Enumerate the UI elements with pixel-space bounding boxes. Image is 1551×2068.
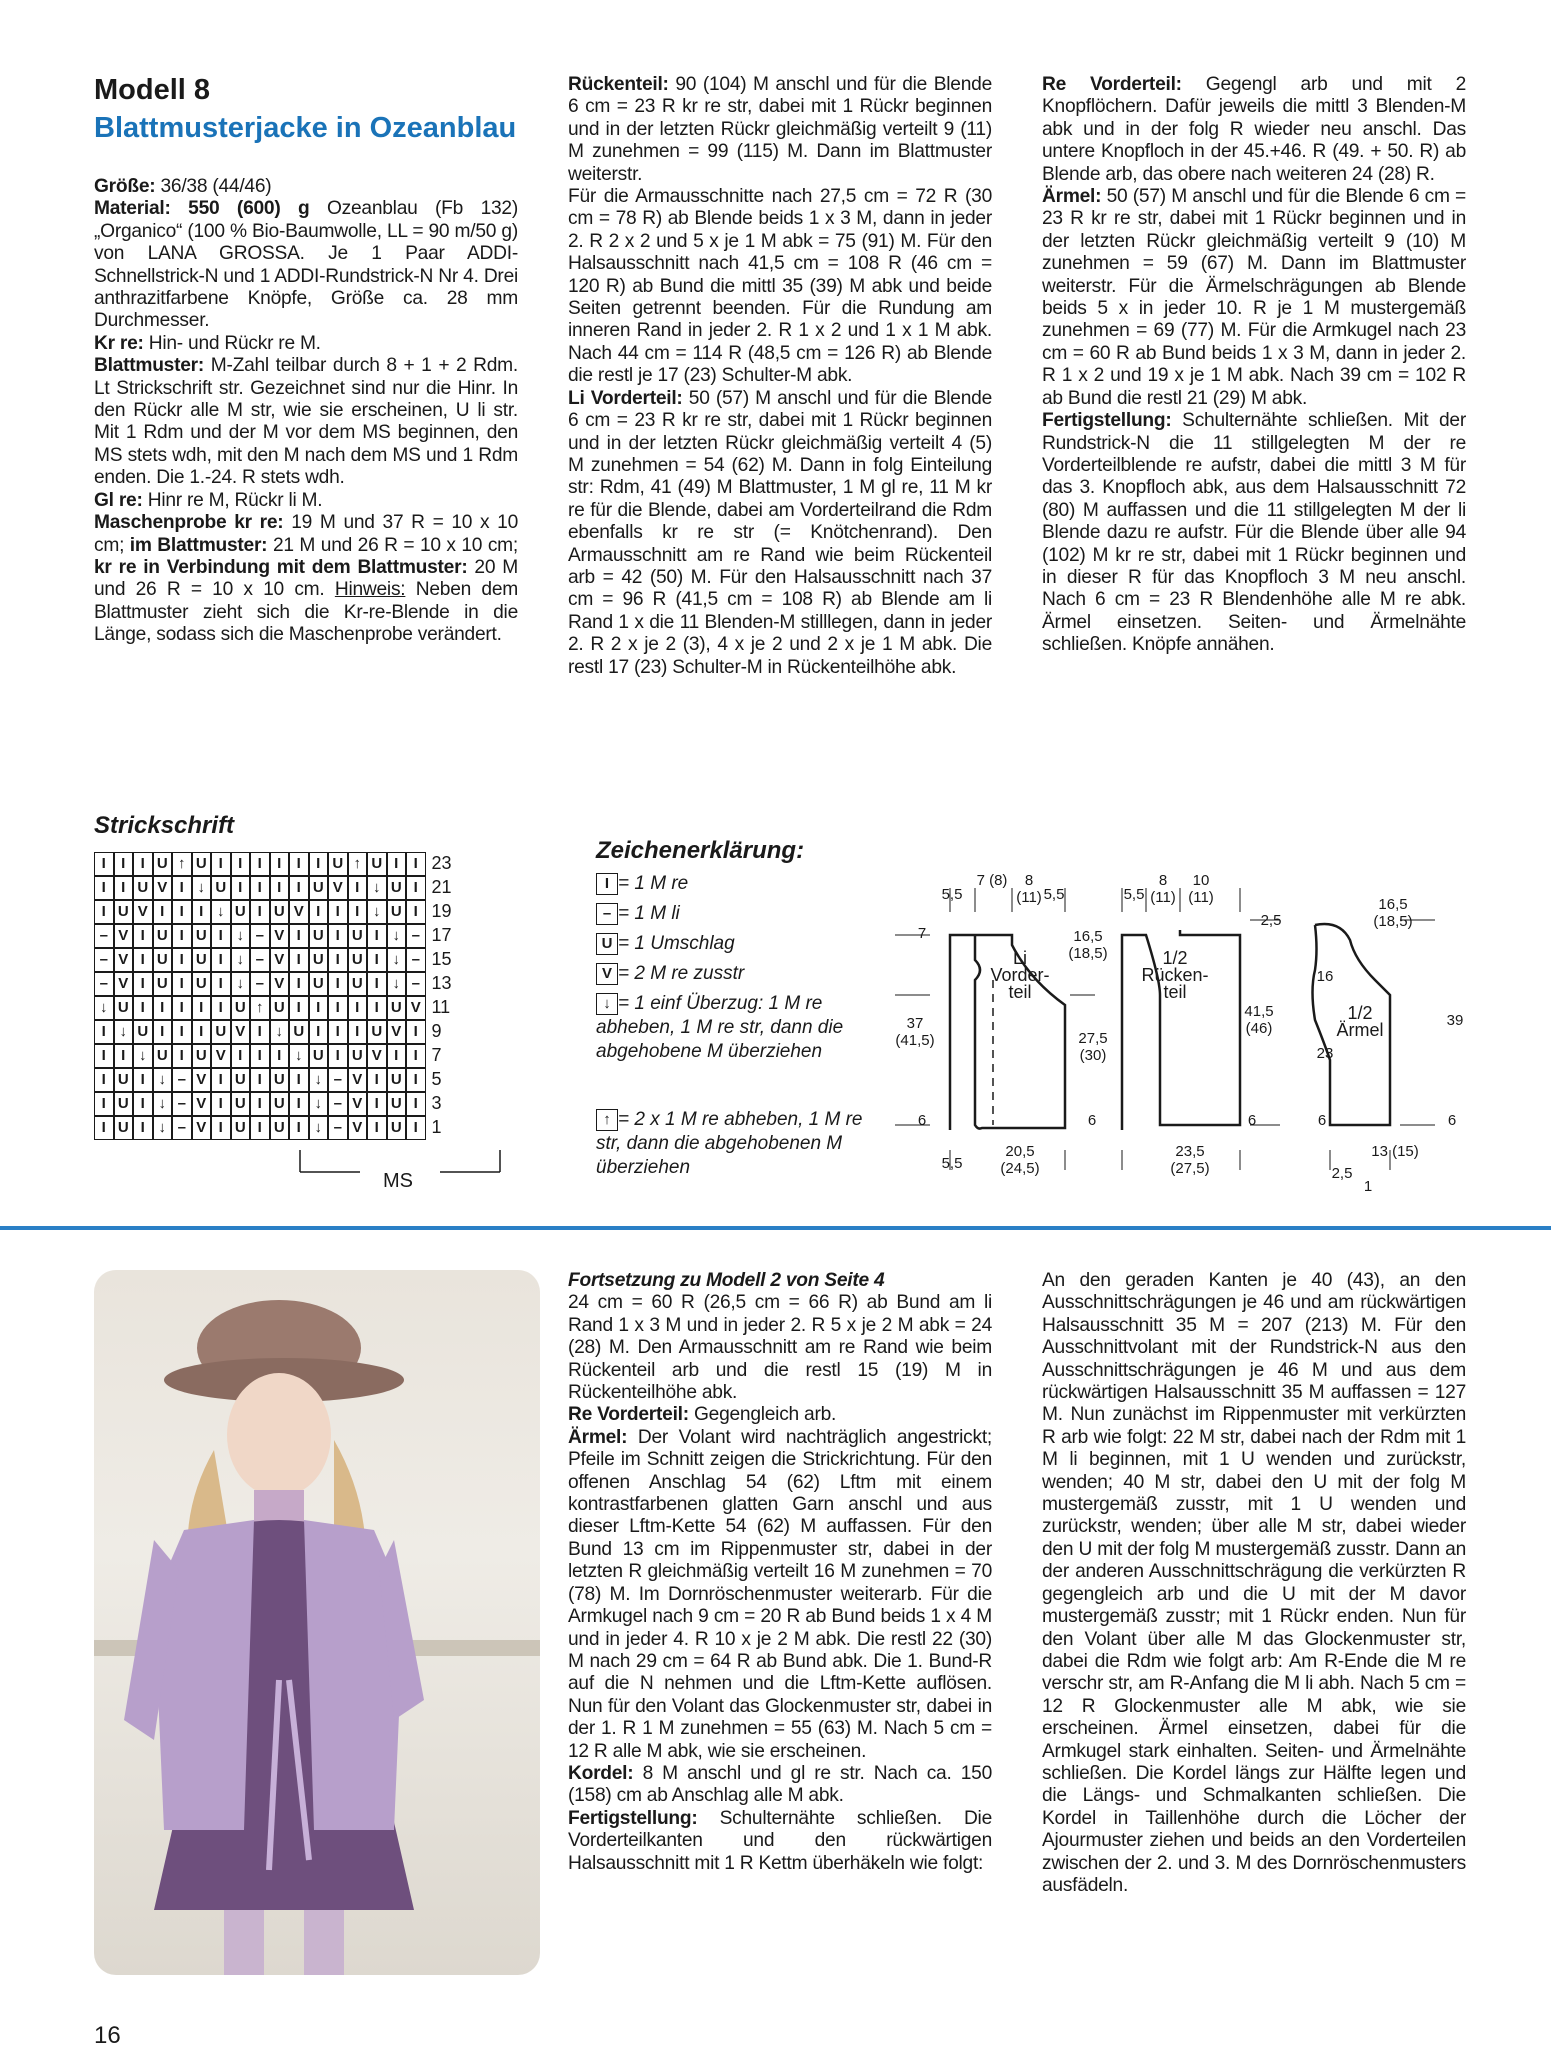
chart-cell: U [328, 852, 348, 876]
chart-cell: U [231, 900, 251, 924]
chart-cell: I [94, 1020, 114, 1044]
chart-cell: U [348, 1044, 368, 1068]
chart-cell: I [406, 1116, 426, 1140]
chart-cell: V [367, 1044, 387, 1068]
chart-row-number: 7 [431, 1045, 442, 1065]
chart-cell: – [172, 1092, 192, 1116]
schematic-measure-label: 6 [1087, 1112, 1097, 1129]
chart-cell: U [348, 924, 368, 948]
chart-cell: I [406, 1044, 426, 1068]
chart-cell: I [250, 1044, 270, 1068]
chart-cell: U [133, 1020, 153, 1044]
chart-cell: ↑ [250, 996, 270, 1020]
chart-cell: I [133, 1116, 153, 1140]
chart-cell: ↓ [192, 876, 212, 900]
chart-cell: I [289, 852, 309, 876]
chart-cell: ↓ [367, 900, 387, 924]
schematic-measure-label: 16,5 (18,5) [1068, 928, 1108, 962]
chart-cell: I [406, 1020, 426, 1044]
section-divider [0, 1226, 1551, 1230]
right-column: Re Vorderteil: Gegengl arb und mit 2 Knopflöchern. Dafür jeweils die mittl 3 Blenden-M abk und in der folg R wieder neu anschl. Das untere Knopfloch in der 45.+46. R (49. + 50. R) ab Blende arb, das obere nach weiteren 24 (28) R. Ärmel: 50 (57) M anschl und für die Blende 6 cm = 23 R kr re str, dabei mit 1 Rückr beginnen und in der letzten Rückr gleichmäßig verteilt 9 (10) M zunehmen = 59 (67) M. Dann im Blattmuster weiterstr. Für die Ärmelschrägungen ab Blende beids 5 x in jeder 10. R je 1 M mustergemäß zunehmen = 69 (77) M. Für die Armkugel nach 23 cm = 60 R ab Bund beids 1 x 3 M, dann in jeder 2. R 1 x 2 und 19 x je 1 M abk. Nach 39 cm = 102 R ab Bund die restl 21 (29) M abk. Fertigstellung: Schulternähte schließen. Mit der Rundstrick-N die 11 stillgelegten M der re Vorderteilblende re aufstr, dabei die mittl 3 M für das 3. Knopfloch abk, aus dem Halsausschnitt 72 (80) M auffassen und die 11 stillgelegten M der li Blende dazu re aufstr. Für die Blende über alle 94 (102) M kr re str, dabei mit 1 Rückr beginnen und in dieser R für das Knopfloch 3 M neu anschl. Nach 6 cm = 23 R Blendenhöhe alle M re abk. Ärmel einsetzen. Seiten- und Ärmelnähte schließen. Knöpfe annähen. [1042, 74, 1466, 656]
chart-cell: I [289, 876, 309, 900]
chart-cell: U [192, 972, 212, 996]
legend-symbol: I [596, 873, 618, 895]
chart-cell: I [406, 1068, 426, 1092]
schematic-measure-label: 5,5 [941, 1155, 963, 1172]
chart-cell: I [172, 948, 192, 972]
schematic-measure-label: 16 [1316, 968, 1334, 985]
chart-cell: U [270, 1092, 290, 1116]
chart-cell: I [309, 996, 329, 1020]
schematic-rueckenteil: 1/2 Rücken-teil [1141, 948, 1209, 1002]
schematic-measure-label: 23 [1316, 1045, 1334, 1062]
chart-cell: U [270, 1068, 290, 1092]
chart-cell: ↓ [309, 1068, 329, 1092]
page-number: 16 [94, 2022, 121, 2049]
chart-cell: I [328, 1020, 348, 1044]
chart-cell: I [133, 1092, 153, 1116]
chart-cell: U [309, 924, 329, 948]
chart-cell: I [231, 876, 251, 900]
chart-cell: I [328, 948, 348, 972]
chart-cell: ↓ [153, 1068, 173, 1092]
chart-cell: I [211, 948, 231, 972]
chart-cell: I [133, 852, 153, 876]
chart-cell: ↓ [231, 972, 251, 996]
chart-cell: I [172, 924, 192, 948]
chart-cell: V [192, 1092, 212, 1116]
chart-cell: I [211, 996, 231, 1020]
chart-cell: U [114, 1116, 134, 1140]
schematic-measure-label: 1 [1363, 1178, 1373, 1195]
schematic-measure-label: 20,5 (24,5) [1000, 1143, 1040, 1177]
chart-cell: – [94, 972, 114, 996]
legend-symbol: – [596, 903, 618, 925]
chart-cell: V [192, 1068, 212, 1092]
left-column: Größe: 36/38 (44/46) Material: 550 (600) g Ozeanblau (Fb 132) „Organico“ (100 % Bio-Baumwolle, LL = 90 m/50 g) von LANA GROSSA. Je 1 Paar ADDI-Schnellstrick-N und 1 ADDI-Rundstrick-N Nr 4. Drei anthrazitfarbene Knöpfe, Größe ca. 28 mm Durchmesser. Kr re: Hin- und Rückr re M. Blattmuster: M-Zahl teilbar durch 8 + 1 + 2 Rdm. Lt Strickschrift str. Gezeichnet sind nur die Hinr. In den Rückr alle M str, wie sie erscheinen, U li str. Mit 1 Rdm und der M vor dem MS beginnen, den MS stets wdh, mit den M nach dem MS und 1 Rdm enden. Die 1.-24. R stets wdh. Gl re: Hinr re M, Rückr li M. Maschenprobe kr re: 19 M und 37 R = 10 x 10 cm; im Blattmuster: 21 M und 26 R = 10 x 10 cm; kr re in Verbindung mit dem Blattmuster: 20 M und 26 R = 10 x 10 cm. Hinweis: Neben dem Blattmuster zieht sich die Kr-re-Blende in die Länge, sodass sich die Maschenprobe verändert. [94, 176, 518, 646]
chart-cell: I [211, 1092, 231, 1116]
chart-cell: ↑ [172, 852, 192, 876]
chart-cell: I [114, 852, 134, 876]
chart-cell: I [153, 996, 173, 1020]
chart-cell: I [348, 876, 368, 900]
chart-cell: V [348, 1116, 368, 1140]
legend-text: = 1 M re [618, 873, 689, 894]
chart-row-number: 19 [431, 901, 452, 921]
chart-cell: ↓ [309, 1092, 329, 1116]
chart-cell: V [114, 972, 134, 996]
chart-cell: I [289, 1116, 309, 1140]
schematic-measure-label: 27,5 (30) [1078, 1030, 1108, 1064]
chart-cell: I [328, 996, 348, 1020]
chart-cell: I [289, 1092, 309, 1116]
chart-cell: V [270, 924, 290, 948]
chart-cell: U [153, 1044, 173, 1068]
chart-cell: U [192, 1044, 212, 1068]
chart-cell: V [387, 1020, 407, 1044]
chart-cell: I [289, 924, 309, 948]
legend-title: Zeichenerklärung: [596, 837, 805, 864]
chart-cell: I [250, 900, 270, 924]
chart-row-number: 15 [431, 949, 452, 969]
chart-cell: I [133, 948, 153, 972]
chart-cell: U [114, 900, 134, 924]
chart-cell: U [309, 972, 329, 996]
legend-symbol: U [596, 933, 618, 955]
chart-cell: U [211, 876, 231, 900]
chart-cell: V [348, 1092, 368, 1116]
chart-cell: I [211, 1068, 231, 1092]
chart-cell: U [387, 876, 407, 900]
chart-row-number: 13 [431, 973, 452, 993]
chart-cell: I [348, 1020, 368, 1044]
chart-row-number: 21 [431, 877, 452, 897]
chart-cell: I [309, 900, 329, 924]
chart-cell: I [367, 972, 387, 996]
chart-cell: ↓ [114, 1020, 134, 1044]
chart-cell: U [367, 1020, 387, 1044]
chart-cell: U [309, 876, 329, 900]
chart-cell: ↓ [387, 948, 407, 972]
schematic-measure-label: 41,5 (46) [1244, 1003, 1274, 1037]
chart-cell: U [348, 948, 368, 972]
chart-cell: I [387, 1044, 407, 1068]
chart-cell: I [133, 924, 153, 948]
chart-cell: I [250, 1116, 270, 1140]
chart-cell: V [289, 900, 309, 924]
chart-cell: ↓ [387, 972, 407, 996]
chart-cell: ↓ [270, 1020, 290, 1044]
legend-text: = 1 M li [618, 903, 680, 924]
chart-cell: ↓ [231, 948, 251, 972]
chart-cell: U [309, 1044, 329, 1068]
chart-cell: I [270, 852, 290, 876]
schematic-measure-label: 5,5 [1043, 886, 1065, 903]
chart-cell: I [367, 996, 387, 1020]
schematic-aermel: 1/2 Ärmel [1336, 1003, 1384, 1040]
chart-cell: – [406, 972, 426, 996]
chart-cell: V [211, 1044, 231, 1068]
schematic-measure-label: 7 (8) [976, 872, 1008, 889]
chart-cell: I [250, 852, 270, 876]
legend-text: = 1 Umschlag [618, 933, 735, 954]
chart-cell: I [192, 1020, 212, 1044]
chart-cell: I [94, 1092, 114, 1116]
chart-cell: I [172, 876, 192, 900]
chart-cell: U [192, 924, 212, 948]
knitting-chart [94, 852, 534, 1182]
chart-cell: ↓ [309, 1116, 329, 1140]
schematic-measure-label: 23,5 (27,5) [1170, 1143, 1210, 1177]
chart-cell: I [133, 972, 153, 996]
chart-cell: I [211, 1116, 231, 1140]
chart-cell: I [172, 996, 192, 1020]
chart-cell: – [250, 924, 270, 948]
chart-cell: I [406, 1092, 426, 1116]
schematic-measure-label: 6 [917, 1112, 927, 1129]
chart-cell: U [270, 996, 290, 1020]
chart-cell: ↓ [153, 1092, 173, 1116]
chart-cell: I [192, 900, 212, 924]
chart-cell: – [328, 1068, 348, 1092]
chart-cell: V [328, 876, 348, 900]
chart-cell: I [387, 852, 407, 876]
chart-row-number: 23 [431, 853, 452, 873]
chart-row-number: 1 [431, 1117, 442, 1137]
schematic-li-vorderteil: Li Vorder-teil [990, 948, 1050, 1002]
chart-cell: I [153, 1020, 173, 1044]
chart-cell: I [250, 876, 270, 900]
legend-item [596, 1108, 886, 1180]
chart-cell: ↓ [211, 900, 231, 924]
schematic-measure-label: 13 (15) [1371, 1143, 1419, 1160]
chart-cell: U [387, 1116, 407, 1140]
schematic-measure-label: 39 [1446, 1012, 1464, 1029]
chart-cell: U [133, 876, 153, 900]
ms-label: MS [383, 1170, 413, 1192]
model-number: Modell 8 [94, 74, 211, 106]
chart-cell: I [348, 900, 368, 924]
chart-cell: ↓ [231, 924, 251, 948]
chart-cell: ↓ [367, 876, 387, 900]
chart-cell: U [231, 1092, 251, 1116]
chart-cell: – [94, 948, 114, 972]
chart-cell: I [172, 1044, 192, 1068]
chart-cell: I [367, 1116, 387, 1140]
legend-item [596, 992, 886, 1064]
chart-cell: U [387, 1068, 407, 1092]
chart-cell: ↓ [133, 1044, 153, 1068]
chart-cell: I [406, 876, 426, 900]
chart-cell: V [153, 876, 173, 900]
chart-cell: I [211, 924, 231, 948]
chart-cell: U [348, 972, 368, 996]
chart-cell: I [367, 924, 387, 948]
chart-cell: I [231, 852, 251, 876]
chart-cell: U [289, 1020, 309, 1044]
chart-cell: – [250, 948, 270, 972]
chart-cell: V [133, 900, 153, 924]
legend-item [596, 962, 886, 986]
bottom-middle-column: Fortsetzung zu Modell 2 von Seite 4 24 cm = 60 R (26,5 cm = 66 R) ab Bund am li Rand 1 x 3 M und in jeder 2. R 5 x je 2 M abk = 24 (28) M. Den Armausschnitt am re Rand wie beim Rückenteil arb und die restl 15 (19) M in Rückenteilhöhe abk. Re Vorderteil: Gegengleich arb. Ärmel: Der Volant wird nachträglich angestrickt; Pfeile im Schnitt zeigen die Strickrichtung. Für den offenen Anschlag 54 (62) Lftm mit einem kontrastfarbenen glatten Garn anschl und aus dieser Lftm-Kette 54 (62) M auffassen. Für den Bund 13 cm im Rippenmuster str, dabei in der letzten R gleichmäßig verteilt 16 M zunehmen = 70 (78) M. Im Dornröschenmuster weiterarb. Für die Armkugel nach 9 cm = 20 R ab Bund beids 1 x 4 M und in jeder 4. R 10 x je 2 M abk. Die restl 22 (30) M nach 29 cm = 64 R ab Bund abk. Die 1. Bund-R auf die N nehmen und die Lftm-Kette auflösen. Nun für den Volant das Glockenmuster str, dabei in der 1. R 1 M zunehmen = 55 (63) M. Nach 5 cm = 12 R alle M abk, wie sie erscheinen. Kordel: 8 M anschl und gl re str. Nach ca. 150 (158) cm ab Anschlag alle M abk. Fertigstellung: Schulternähte schließen. Die Vorderteilkanten und den rückwärtigen Halsausschnitt mit 1 R Kettm überhäkeln wie folgt: [568, 1270, 992, 1874]
chart-cell: I [250, 1092, 270, 1116]
chart-cell: U [387, 996, 407, 1020]
chart-row-number: 3 [431, 1093, 442, 1113]
chart-cell: – [406, 948, 426, 972]
legend-item [596, 902, 886, 926]
chart-cell: ↓ [387, 924, 407, 948]
chart-cell: I [94, 1068, 114, 1092]
chart-cell: U [114, 1092, 134, 1116]
chart-row-number: 9 [431, 1021, 442, 1041]
chart-row-number: 11 [431, 997, 451, 1017]
schematic-measure-label: 2,5 [1260, 912, 1282, 929]
chart-cell: ↑ [348, 852, 368, 876]
chart-cell: U [211, 1020, 231, 1044]
chart-cell: I [133, 1068, 153, 1092]
chart-cell: U [270, 1116, 290, 1140]
schematic-measure-label: 7 [917, 925, 927, 942]
chart-cell: I [94, 1044, 114, 1068]
chart-cell: V [348, 1068, 368, 1092]
legend-symbol: V [596, 963, 618, 985]
legend-text: = 2 M re zusstr [618, 963, 745, 984]
chart-cell: V [270, 972, 290, 996]
chart-cell: I [94, 900, 114, 924]
chart-cell: I [406, 852, 426, 876]
chart-cell: V [114, 924, 134, 948]
chart-title: Strickschrift [94, 812, 235, 839]
chart-cell: I [114, 1044, 134, 1068]
chart-cell: V [406, 996, 426, 1020]
chart-cell: I [367, 1068, 387, 1092]
legend-symbol: ↓ [596, 993, 618, 1015]
chart-cell: ↓ [94, 996, 114, 1020]
chart-cell: V [270, 948, 290, 972]
chart-cell: I [328, 972, 348, 996]
chart-cell: I [172, 1020, 192, 1044]
chart-cell: I [250, 1068, 270, 1092]
chart-cell: U [153, 924, 173, 948]
chart-cell: U [309, 948, 329, 972]
chart-cell: U [387, 900, 407, 924]
chart-cell: I [367, 948, 387, 972]
chart-cell: I [192, 996, 212, 1020]
chart-cell: I [367, 1092, 387, 1116]
legend-item [596, 872, 886, 896]
chart-cell: U [114, 996, 134, 1020]
chart-cell: U [231, 996, 251, 1020]
chart-cell: V [231, 1020, 251, 1044]
chart-cell: – [172, 1116, 192, 1140]
schematic-measure-label: 16,5 (18,5) [1373, 896, 1413, 930]
legend-item [596, 932, 886, 956]
schematic-measure-label: 10 (11) [1188, 872, 1214, 906]
schematic-measure-label: 6 [1317, 1112, 1327, 1129]
schematic-measure-label: 8 (11) [1150, 872, 1176, 906]
chart-cell: U [153, 972, 173, 996]
chart-cell: ↓ [289, 1044, 309, 1068]
legend-text: = 1 einf Überzug: 1 M re abheben, 1 M re str, dann die abgehobene M überziehen [596, 993, 844, 1062]
schematic-measure-label: 6 [1247, 1112, 1257, 1129]
schematic-measure-label: 2,5 [1331, 1165, 1353, 1182]
chart-cell: I [406, 900, 426, 924]
middle-column: Rückenteil: 90 (104) M anschl und für die Blende 6 cm = 23 R kr re str, dabei mit 1 Rückr beginnen und in der letzten Rückr gleichmäßig verteilt 9 (11) M zunehmen = 99 (115) M. Dann im Blattmuster weiterstr. Für die Armausschnitte nach 27,5 cm = 72 R (30 cm = 78 R) ab Blende beids 1 x 3 M, dann in jeder 2. R 2 x 2 und 5 x je 1 M abk = 75 (91) M. Für den Halsausschnitt nach 41,5 cm = 108 R (46 cm = 120 R) ab Bund die mittl 35 (39) M abk und beide Seiten getrennt beenden. Für die Rundung am inneren Rand in jeder 2. R 1 x 2 und 1 x 1 M abk. Nach 44 cm = 114 R (48,5 cm = 126 R) ab Blende die restl je 17 (23) Schulter-M abk. Li Vorderteil: 50 (57) M anschl und für die Blende 6 cm = 23 R kr re str, dabei mit 1 Rückr beginnen und in der letzten Rückr gleichmäßig verteilt 4 (5) M zunehmen = 54 (62) M. Dann in folg Einteilung str: Rdm, 41 (49) M Blattmuster, 1 M gl re, 11 M kr re für die Blende, dabei am Vorderteilrand die Rdm ebenfalls kr re str (= Knötchenrand). Den Armausschnitt am re Rand wie beim Rückenteil arb = 42 (50) M. Für den Halsausschnitt nach 37 cm = 96 R (41,5 cm = 108 R) ab Blende am li Rand 1 x die 11 Blenden-M stilllegen, dann in jeder 2. R 2 x je 2 (3), 4 x je 2 und 2 x je 1 M abk. Die restl 17 (23) Schulter-M in Rückenteilhöhe abk. [568, 74, 992, 678]
chart-cell: I [328, 924, 348, 948]
chart-cell: I [172, 972, 192, 996]
chart-cell: I [328, 900, 348, 924]
chart-cell: I [211, 852, 231, 876]
chart-cell: U [231, 1116, 251, 1140]
model-photo [94, 1270, 540, 1975]
chart-cell: – [328, 1116, 348, 1140]
chart-cell: I [270, 876, 290, 900]
chart-cell: U [270, 900, 290, 924]
chart-cell: I [211, 972, 231, 996]
chart-cell: U [387, 1092, 407, 1116]
bottom-right-column: An den geraden Kanten je 40 (43), an den Ausschnittschrägungen je 46 und am rückwärtigen Halsausschnitt 35 M = 207 (213) M. Für den Ausschnittvolant mit der Rundstrick-N aus den Ausschnittschrägungen je 46 M und aus dem rückwärtigen Halsausschnitt 35 M auffassen = 127 M. Nun zunächst im Rippenmuster mit verkürzten R arb wie folgt: 22 M str, dabei nach der Rdm mit 1 M li beginnen, mit 1 U wenden und zurückstr, wenden; 40 M str, dabei den U mit der folg M mustergemäß zusstr, mit 1 U wenden und zurückstr, wenden; über alle M str, dabei wieder den U mit der folg M mustergemäß zusstr. Dann an der anderen Ausschnittschrägung die verkürzten R gegengleich arb und die U mit der M davor mustergemäß zusstr; mit 1 Rückr enden. Nun für den Volant über alle M das Glockenmuster str, dabei die Rdm wie folgt arb: Am R-Ende die M re verschr str, am R-Anfang die M li abh. Nach 5 cm = 12 R Glockenmuster alle M abk, wie sie erscheinen. Ärmel einsetzen, dabei für die Armkugel stark einhalten. Seiten- und Ärmelnähte schließen. Die Kordel längs zur Hälfte legen und die Längs- und Schmalkanten schließen. Die Kordel in Taillenhöhe durch die Löcher der Ajourmuster ziehen und beids an den Vorderteilen zwischen der 2. und 3. M des Dornröschenmusters ausfädeln. [1042, 1270, 1466, 1896]
chart-cell: I [94, 876, 114, 900]
chart-cell: I [250, 1020, 270, 1044]
chart-cell: I [309, 852, 329, 876]
chart-cell: ↓ [153, 1116, 173, 1140]
chart-cell: I [348, 996, 368, 1020]
legend-symbol: ↑ [596, 1109, 618, 1131]
chart-cell: I [289, 948, 309, 972]
chart-cell: – [328, 1092, 348, 1116]
chart-row-number: 5 [431, 1069, 442, 1089]
schematic-measure-label: 8 (11) [1016, 872, 1042, 906]
schematic-measure-label: 5,5 [941, 886, 963, 903]
chart-cell: – [250, 972, 270, 996]
chart-cell: I [231, 1044, 251, 1068]
legend-text: = 2 x 1 M re abheben, 1 M re str, dann die abgehobenen M überziehen [596, 1109, 863, 1178]
chart-cell: U [192, 852, 212, 876]
chart-cell: V [114, 948, 134, 972]
chart-cell: I [153, 900, 173, 924]
chart-cell: U [153, 948, 173, 972]
chart-cell: U [153, 852, 173, 876]
chart-cell: I [114, 876, 134, 900]
chart-cell: I [172, 900, 192, 924]
chart-cell: I [309, 1020, 329, 1044]
chart-cell: U [367, 852, 387, 876]
schematic-measure-label: 5,5 [1123, 886, 1145, 903]
chart-cell: I [289, 996, 309, 1020]
chart-cell: I [133, 996, 153, 1020]
chart-cell: I [94, 1116, 114, 1140]
schematic-measure-label: 6 [1447, 1112, 1457, 1129]
schematic-measure-label: 37 (41,5) [895, 1015, 935, 1049]
chart-cell: U [114, 1068, 134, 1092]
chart-cell: – [172, 1068, 192, 1092]
chart-cell: – [94, 924, 114, 948]
chart-cell: I [94, 852, 114, 876]
chart-cell: – [406, 924, 426, 948]
chart-cell: U [192, 948, 212, 972]
chart-cell: V [192, 1116, 212, 1140]
model-title: Blattmusterjacke in Ozeanblau [94, 112, 517, 144]
chart-row-number: 17 [431, 925, 452, 945]
chart-cell: I [328, 1044, 348, 1068]
chart-cell: I [289, 972, 309, 996]
chart-cell: U [231, 1068, 251, 1092]
chart-cell: I [270, 1044, 290, 1068]
chart-cell: I [289, 1068, 309, 1092]
